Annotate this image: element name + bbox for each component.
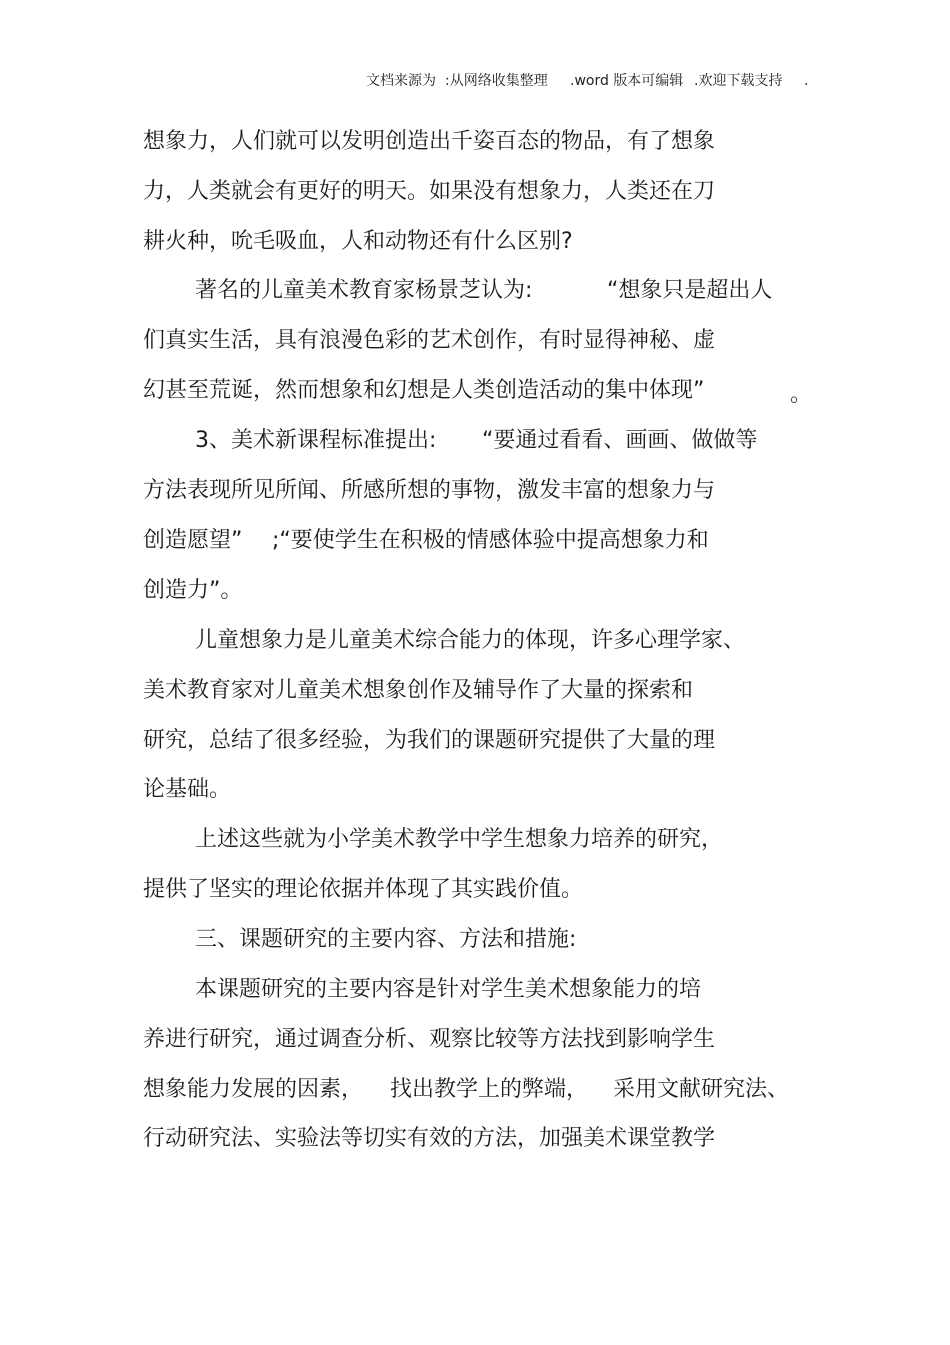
- header-welcome: .欢迎下载支持: [694, 73, 783, 89]
- text-line: 。: [790, 382, 813, 407]
- text-line: “要通过看看、画画、做做等: [482, 428, 758, 453]
- section-heading: 三、课题研究的主要内容、方法和措施:: [195, 927, 577, 952]
- text-line: 著名的儿童美术教育家杨景芝认为:: [195, 278, 533, 303]
- text-line: 论基础。: [143, 777, 232, 802]
- text-line: ;“要使学生在积极的情感体验中提高想象力和: [272, 528, 709, 553]
- header-dot: .: [804, 73, 809, 89]
- header-collected: :从网络收集整理: [445, 73, 548, 89]
- text-line: 找出教学上的弊端，: [390, 1077, 589, 1102]
- text-line: 创造力”。: [143, 578, 243, 603]
- text-line: 创造愿望”: [143, 528, 243, 553]
- text-line: 儿童想象力是儿童美术综合能力的体现，许多心理学家、: [195, 628, 746, 653]
- text-line: 耕火种，吮毛吸血，人和动物还有什么区别?: [143, 229, 573, 254]
- text-line: 研究，总结了很多经验，为我们的课题研究提供了大量的理: [143, 728, 716, 753]
- text-line: 幻甚至荒诞，然而想象和幻想是人类创造活动的集中体现”: [143, 378, 705, 403]
- header-source: 文档来源为: [366, 73, 436, 89]
- text-line: 想象力，人们就可以发明创造出千姿百态的物品，有了想象: [143, 129, 716, 154]
- text-line: 养进行研究，通过调查分析、观察比较等方法找到影响学生: [143, 1027, 716, 1052]
- text-line: 们真实生活，具有浪漫色彩的艺术创作，有时显得神秘、虚: [143, 328, 716, 353]
- text-line: 美术教育家对儿童美术想象创作及辅导作了大量的探索和: [143, 678, 694, 703]
- text-line: 方法表现所见所闻、所感所想的事物，激发丰富的想象力与: [143, 478, 716, 503]
- text-line: “想象只是超出人: [607, 278, 773, 303]
- text-line: 力，人类就会有更好的明天。如果没有想象力，人类还在刀: [143, 179, 716, 204]
- text-line: 上述这些就为小学美术教学中学生想象力培养的研究，: [195, 827, 724, 852]
- header-editable: .word 版本可编辑: [570, 73, 684, 89]
- text-line: 3、美术新课程标准提出:: [195, 428, 437, 453]
- text-line: 采用文献研究法、: [613, 1077, 790, 1102]
- text-line: 本课题研究的主要内容是针对学生美术想象能力的培: [195, 977, 702, 1002]
- text-line: 行动研究法、实验法等切实有效的方法，加强美术课堂教学: [143, 1126, 716, 1151]
- text-line: 提供了坚实的理论依据并体现了其实践价值。: [143, 877, 584, 902]
- text-line: 想象能力发展的因素，: [143, 1077, 364, 1102]
